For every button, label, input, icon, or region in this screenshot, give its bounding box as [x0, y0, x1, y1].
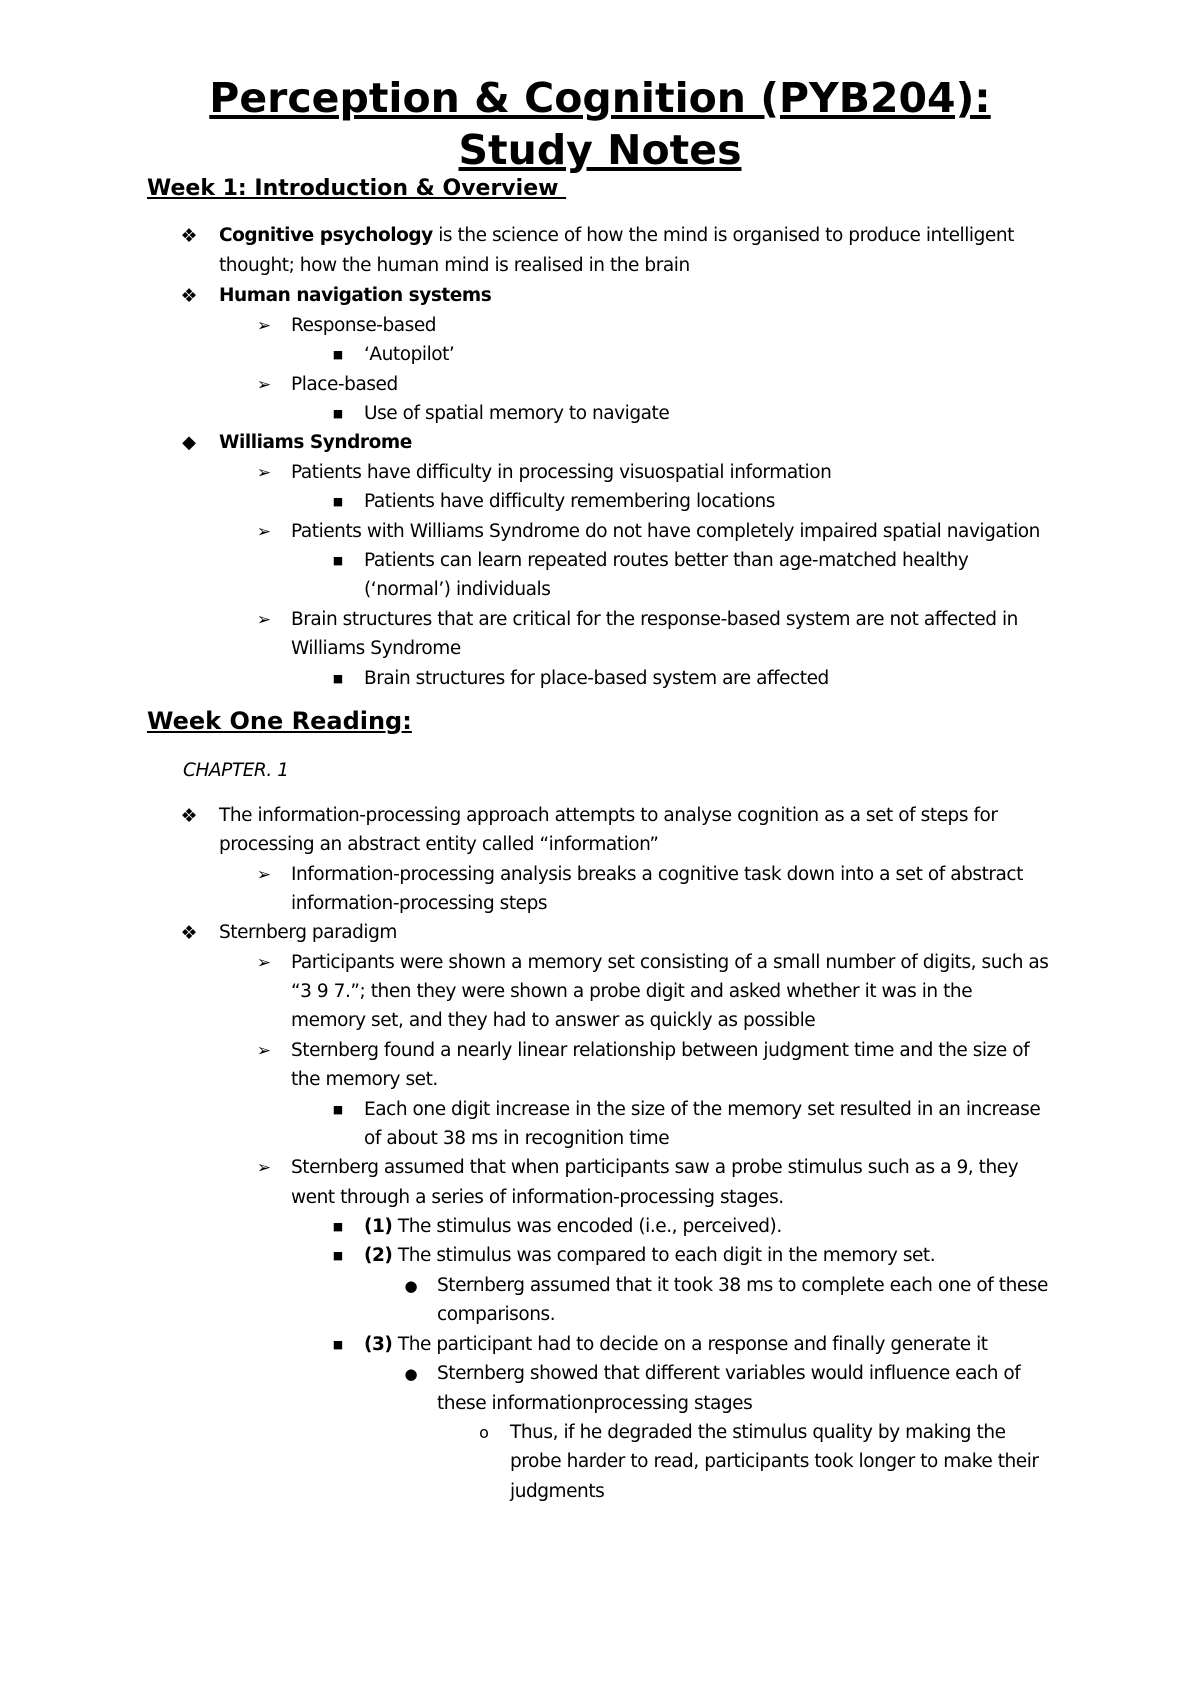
- small-square-icon: ■: [332, 1220, 344, 1233]
- stage2-text: The stimulus was compared to each digit in the memory set.: [392, 1245, 936, 1266]
- navigation-systems-heading: Human navigation systems: [219, 285, 492, 306]
- arrowhead-icon: ➢: [256, 375, 272, 395]
- small-square-icon: ■: [332, 1103, 344, 1116]
- response-based-item: Response-based: [291, 315, 437, 336]
- small-square-icon: ■: [332, 348, 344, 361]
- ip-analysis-item: Information-processing analysis breaks a cognitive task down into a set of abstract: [291, 864, 1023, 885]
- degraded-stimulus-line3: judgments: [510, 1481, 605, 1502]
- arrowhead-icon: ➢: [256, 1158, 272, 1178]
- round-dot-icon: ●: [404, 1277, 418, 1295]
- cognitive-psychology-continued: thought; how the human mind is realised in the brain: [219, 255, 690, 276]
- arrowhead-icon: ➢: [256, 316, 272, 336]
- week1-heading: Week 1: Introduction & Overview: [147, 176, 567, 201]
- arrowhead-icon: ➢: [256, 463, 272, 483]
- linear-relationship-continued: the memory set.: [291, 1069, 438, 1090]
- ws-navigation-item: Patients with Williams Syndrome do not have completely impaired spatial navigation: [291, 521, 1040, 542]
- degraded-stimulus-line2: probe harder to read, participants took longer to make their: [510, 1451, 1039, 1472]
- document-title-line2: Study Notes: [458, 126, 742, 174]
- cognitive-psychology-item: [219, 224, 1014, 248]
- information-processing-continued: processing an abstract entity called “information”: [219, 834, 659, 855]
- ws-place-based-item: Brain structures for place-based system are affected: [364, 668, 829, 689]
- arrowhead-icon: ➢: [256, 610, 272, 630]
- chapter-label: CHAPTER. 1: [183, 760, 289, 781]
- place-based-item: Place-based: [291, 374, 398, 395]
- sternberg-paradigm-item: Sternberg paradigm: [219, 922, 397, 943]
- black-diamond-icon: ◆: [182, 432, 196, 453]
- comparison-time-item: Sternberg assumed that it took 38 ms to complete each one of these: [437, 1275, 1048, 1296]
- ws-routes-continued: (‘normal’) individuals: [364, 579, 551, 600]
- ws-routes-item: Patients can learn repeated routes better than age-matched healthy: [364, 550, 969, 571]
- information-processing-item: The information-processing approach attempts to analyse cognition as a set of steps for: [219, 805, 998, 826]
- small-square-icon: ■: [332, 672, 344, 685]
- cognitive-psychology-term: Cognitive psychology: [219, 225, 433, 246]
- degraded-stimulus-item: Thus, if he degraded the stimulus quality by making the: [510, 1422, 1006, 1443]
- memory-set-line3: memory set, and they had to answer as quickly as possible: [291, 1010, 816, 1031]
- four-diamond-star-icon: ❖: [180, 805, 198, 827]
- variables-continued: these informationprocessing stages: [437, 1393, 753, 1414]
- stage1-item: [364, 1215, 782, 1239]
- round-dot-icon: ●: [404, 1365, 418, 1383]
- memory-set-line2: “3 9 7.”; then they were shown a probe digit and asked whether it was in the: [291, 981, 973, 1002]
- stage3-text: The participant had to decide on a response and finally generate it: [392, 1334, 988, 1355]
- arrowhead-icon: ➢: [256, 1041, 272, 1061]
- memory-set-item: Participants were shown a memory set consisting of a small number of digits, such as: [291, 952, 1049, 973]
- autopilot-item: ‘Autopilot’: [364, 344, 455, 365]
- week1-reading-heading: Week One Reading:: [147, 707, 412, 735]
- arrowhead-icon: ➢: [256, 953, 272, 973]
- stages-assumption-continued: went through a series of information-processing stages.: [291, 1187, 784, 1208]
- ws-visuospatial-item: Patients have difficulty in processing visuospatial information: [291, 462, 832, 483]
- small-square-icon: ■: [332, 1249, 344, 1262]
- letter-o-icon: o: [479, 1423, 489, 1442]
- stages-assumption-item: Sternberg assumed that when participants saw a probe stimulus such as a 9, they: [291, 1157, 1019, 1178]
- ws-brain-structures-continued: Williams Syndrome: [291, 638, 461, 659]
- ws-locations-item: Patients have difficulty remembering locations: [364, 491, 775, 512]
- stage2-item: [364, 1244, 935, 1268]
- small-square-icon: ■: [332, 554, 344, 567]
- stage2-number: (2): [364, 1245, 393, 1266]
- variables-item: Sternberg showed that different variables would influence each of: [437, 1363, 1021, 1384]
- digit-increase-item: Each one digit increase in the size of the memory set resulted in an increase: [364, 1099, 1041, 1120]
- cognitive-psychology-definition: is the science of how the mind is organised to produce intelligent: [432, 225, 1014, 246]
- four-diamond-star-icon: ❖: [180, 225, 198, 247]
- document-title-line1: Perception & Cognition (PYB204):: [209, 74, 991, 122]
- linear-relationship-item: Sternberg found a nearly linear relationship between judgment time and the size of: [291, 1040, 1030, 1061]
- ip-analysis-continued: information-processing steps: [291, 893, 548, 914]
- comparison-time-continued: comparisons.: [437, 1304, 556, 1325]
- arrowhead-icon: ➢: [256, 865, 272, 885]
- four-diamond-star-icon: ❖: [180, 922, 198, 944]
- spatial-memory-item: Use of spatial memory to navigate: [364, 403, 670, 424]
- stage3-number: (3): [364, 1334, 393, 1355]
- stage3-item: [364, 1333, 988, 1357]
- four-diamond-star-icon: ❖: [180, 285, 198, 307]
- ws-brain-structures-item: Brain structures that are critical for the response-based system are not affected in: [291, 609, 1018, 630]
- stage1-text: The stimulus was encoded (i.e., perceived).: [392, 1216, 782, 1237]
- small-square-icon: ■: [332, 495, 344, 508]
- small-square-icon: ■: [332, 407, 344, 420]
- williams-syndrome-heading: Williams Syndrome: [219, 432, 412, 453]
- digit-increase-continued: of about 38 ms in recognition time: [364, 1128, 670, 1149]
- stage1-number: (1): [364, 1216, 393, 1237]
- small-square-icon: ■: [332, 1338, 344, 1351]
- arrowhead-icon: ➢: [256, 522, 272, 542]
